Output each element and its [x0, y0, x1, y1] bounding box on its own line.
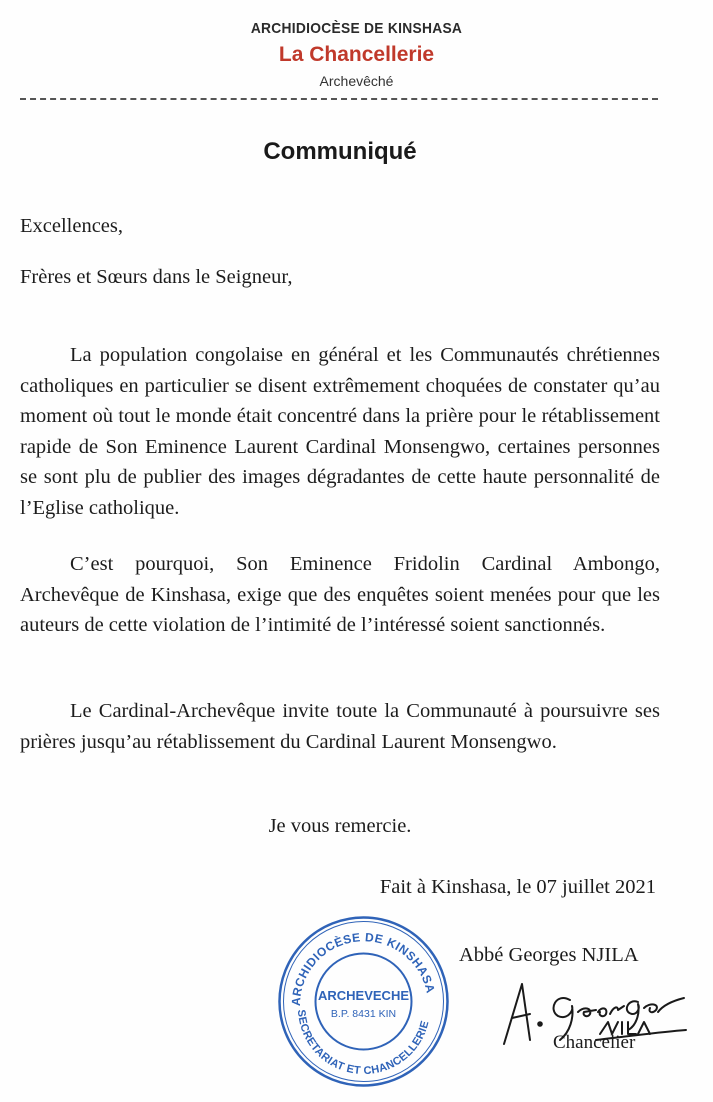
salutation-excellences: Excellences,	[20, 215, 124, 237]
stamp-center-line-2: B.P. 8431 KIN	[330, 1008, 397, 1020]
stamp-ring-top-text: ARCHIDIOCÈSE DE KINSHASA	[288, 930, 438, 1007]
signer-role: Chancelier	[553, 1032, 636, 1053]
paragraph-3: Le Cardinal-Archevêque invite toute la Communauté à poursuivre ses prières jusqu’au rétablissement du Cardinal Laurent Monsengwo.	[20, 700, 660, 753]
salutation-brothers-sisters: Frères et Sœurs dans le Seigneur,	[20, 266, 293, 288]
stamp-ring-bottom-text: SECRETARIAT ET CHANCELLERIE	[294, 1009, 432, 1078]
letterhead-organization: ARCHIDIOCÈSE DE KINSHASA	[250, 20, 463, 37]
header-divider	[20, 98, 658, 100]
stamp-center-line-1: ARCHEVECHE	[317, 988, 410, 1003]
closing-thanks: Je vous remercie.	[268, 815, 412, 837]
document-title: Communiqué	[263, 138, 417, 165]
paragraph-1: La population congolaise en général et les Communautés chrétiennes catholiques en particulier se disent extrêmement choquées de constater qu’au moment où tout le monde était concentré dans la prière pour le rétablissement rapide de Son Eminence Laurent Cardinal Monsengwo, certaines personnes se sont plu de publier des images dégradantes de cette haute personnalité de l’Eglise catholique.	[20, 344, 660, 519]
paragraph-2: C’est pourquoi, Son Eminence Fridolin Cardinal Ambongo, Archevêque de Kinshasa, exige que des enquêtes soient menées pour que les auteurs de cette violation de l’intimité de l’intéressé soient sanctionnés.	[20, 553, 660, 636]
official-stamp	[276, 914, 451, 1089]
letterhead-office: La Chancellerie	[278, 43, 435, 66]
letterhead-subtitle: Archevêché	[319, 73, 394, 89]
place-and-date: Fait à Kinshasa, le 07 juillet 2021	[379, 876, 656, 898]
signer-name: Abbé Georges NJILA	[459, 944, 639, 966]
